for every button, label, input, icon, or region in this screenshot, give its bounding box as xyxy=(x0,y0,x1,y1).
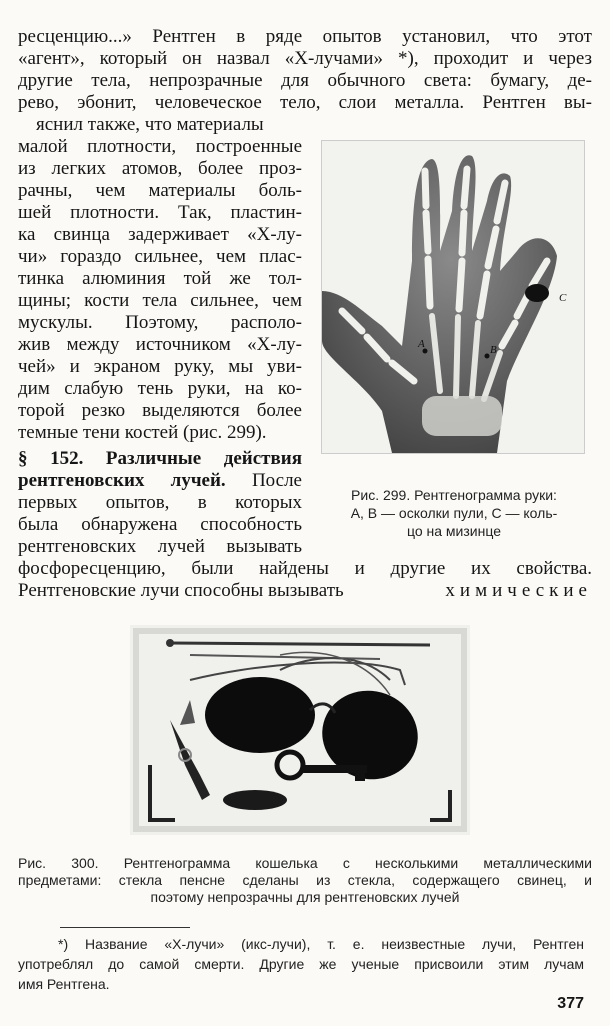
section-heading: § 152. Различные действия xyxy=(18,448,302,469)
footnote xyxy=(18,934,584,994)
text-line: щины; кости тела сильнее, чем xyxy=(18,290,302,311)
text-line-final xyxy=(18,580,592,602)
page-number: 377 xyxy=(557,995,584,1012)
section-heading-line2 xyxy=(18,470,302,492)
text-line: яснил также, что материалы xyxy=(36,114,264,135)
footnote-line: имя Рентгена. xyxy=(18,976,110,992)
text-line: темные тени костей (рис. 299). xyxy=(18,422,267,443)
text-line: тинка алюминия той же тол- xyxy=(18,268,302,289)
text-line: рево, эбонит, человеческое тело, слои металла. Рентген вы- xyxy=(18,92,592,113)
figure-300-caption xyxy=(18,855,592,906)
footnote-line: *) Название «Х-лучи» (икс-лучи), т. е. неизвестные лучи, Рентген xyxy=(58,936,584,952)
text-line: ка свинца задерживает «Х-лу- xyxy=(18,224,302,245)
text-line: ресценцию...» Рентген в ряде опытов установил, что этот xyxy=(18,26,592,47)
text-line: чи» гораздо сильнее, чем плас- xyxy=(18,246,302,267)
text-line: шей плотности. Так, пластин- xyxy=(18,202,302,223)
text-line: была обнаружена способность xyxy=(18,514,302,535)
text-line: другие тела, непрозрачные для обычного света: бумагу, де- xyxy=(18,70,592,91)
caption-line: цо на мизинце xyxy=(406,523,501,539)
text-line: первых опытов, в которых xyxy=(18,492,302,513)
label-a: A xyxy=(418,338,425,350)
xray-hand-figure xyxy=(321,140,585,454)
text-line: из легких атомов, более проз- xyxy=(18,158,302,179)
spaced-word: химические xyxy=(445,580,592,601)
caption-line: Рис. 300. Рентгенограмма кошелька с несколькими металлическими xyxy=(18,855,592,871)
text-line: рентгеновских лучей вызывать xyxy=(18,536,302,557)
text-line: рачны, чем материалы боль- xyxy=(18,180,302,201)
text-line: малой плотности, построенные xyxy=(18,136,302,157)
text-line: Рентгеновские лучи способны вызывать xyxy=(18,580,344,601)
xray-hand-image xyxy=(322,141,584,453)
text-line: чей» и экраном руку, мы уви- xyxy=(18,356,302,377)
text-line: фосфоресценцию, были найдены и другие их свойства. xyxy=(18,558,592,579)
xray-purse-image xyxy=(130,625,470,835)
label-b: B xyxy=(490,344,497,356)
figure-299-caption xyxy=(318,486,590,540)
section-heading-bold: рентгеновских лучей. xyxy=(18,470,226,491)
caption-line: Рис. 299. Рентгенограмма руки: xyxy=(351,487,557,503)
text-line: дим слабую тень руки, на ко- xyxy=(18,378,302,399)
caption-line: предметами: стекла пенсне сделаны из стекла, содержащего свинец, и xyxy=(18,872,592,888)
text-line: мускулы. Поэтому, располо- xyxy=(18,312,302,333)
xray-purse-figure xyxy=(130,625,470,835)
section-heading-rest: После xyxy=(225,470,302,491)
text-line: «агент», который он назвал «Х-лучами» *), проходит и через xyxy=(18,48,592,69)
footnote-line: употреблял до самой смерти. Другие же ученые присвоили этим лучам xyxy=(18,956,584,972)
caption-line: А, В — осколки пули, С — коль- xyxy=(350,505,558,521)
text-line: торой резко выделяются более xyxy=(18,400,302,421)
label-c: C xyxy=(559,292,567,304)
text-line: жив между источником «Х-лу- xyxy=(18,334,302,355)
caption-line: поэтому непрозрачны для рентгеновских лучей xyxy=(150,889,460,905)
footnote-divider xyxy=(60,927,190,928)
